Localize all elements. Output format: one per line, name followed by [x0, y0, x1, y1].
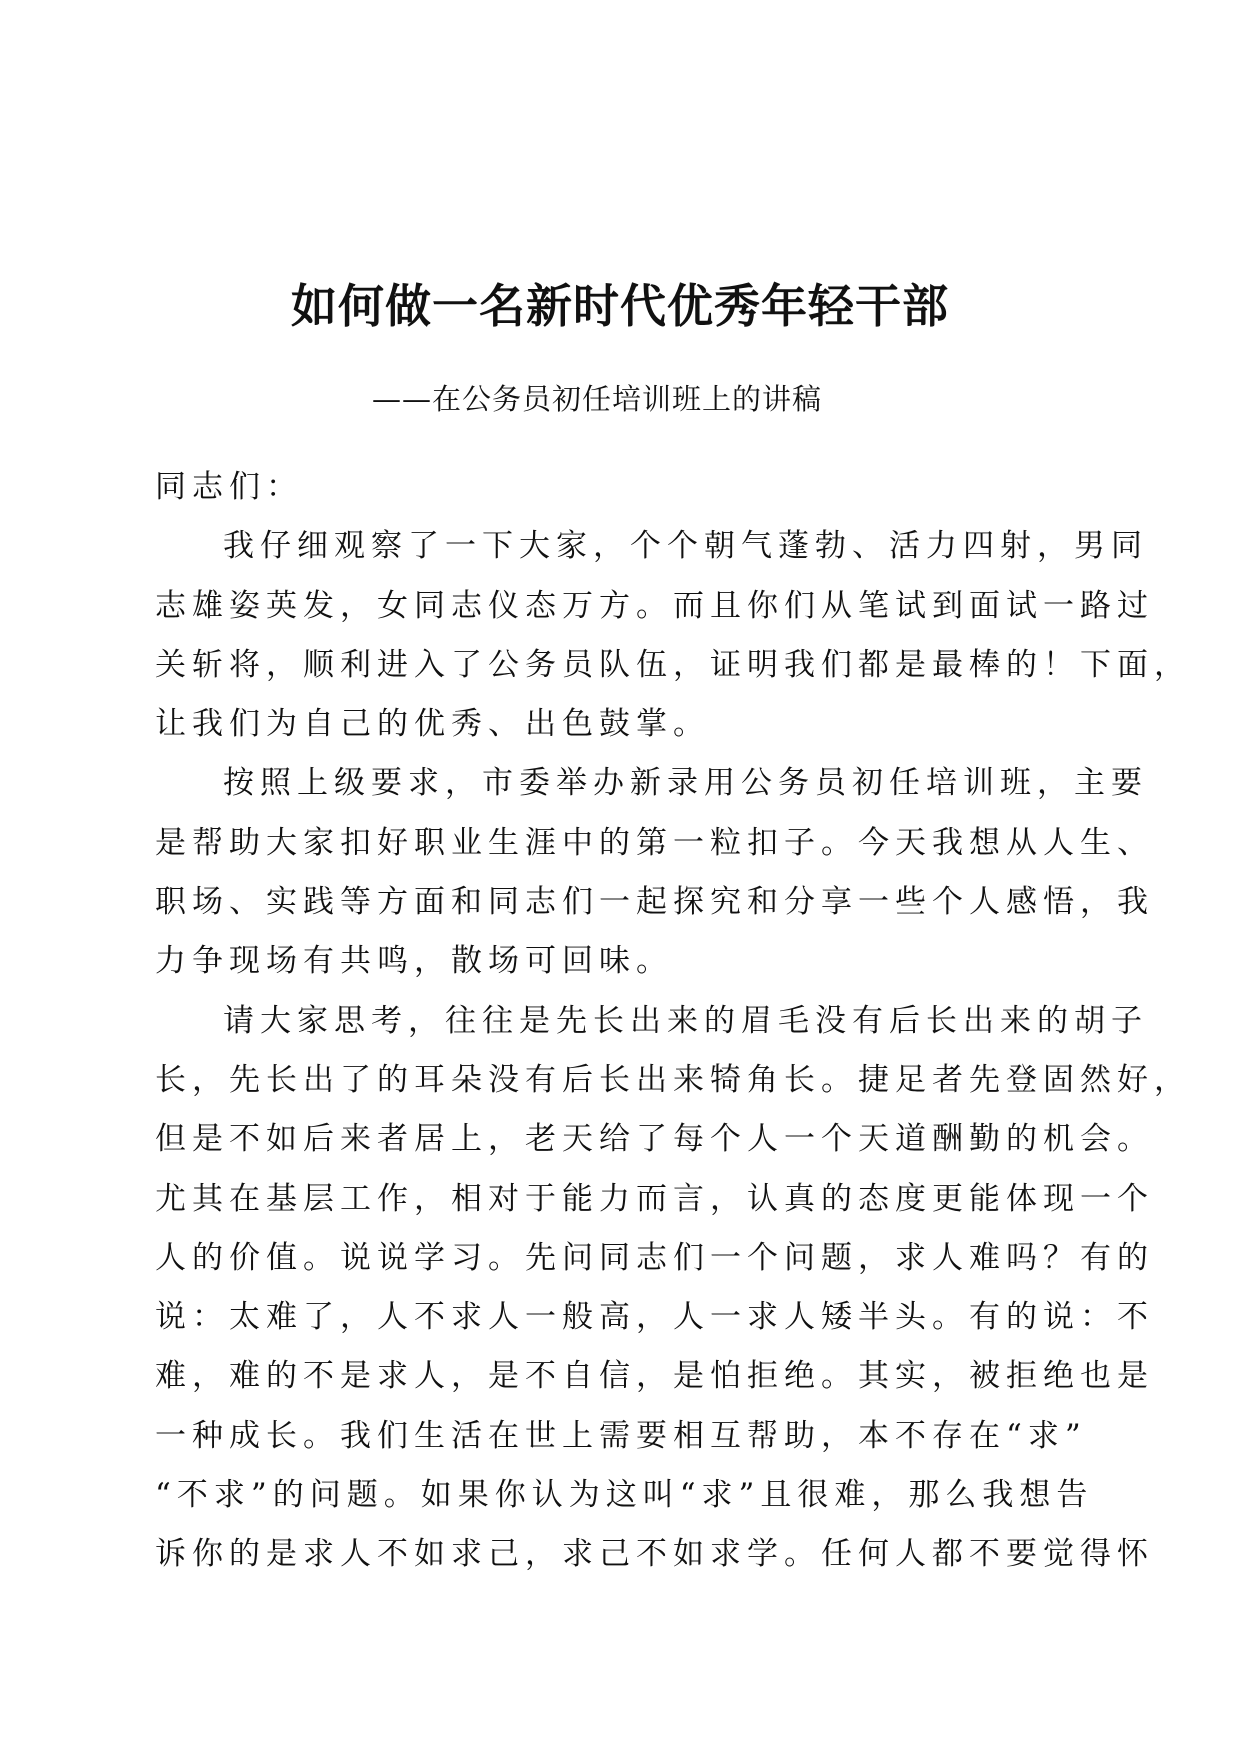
paragraph-line: 尤其在基层工作，相对于能力而言，认真的态度更能体现一个 — [155, 1180, 1154, 1217]
paragraph-line: 是帮助大家扣好职业生涯中的第一粒扣子。今天我想从人生、 — [155, 824, 1154, 861]
paragraph-2 — [155, 754, 1154, 991]
paragraph-line: 关斩将，顺利进入了公务员队伍，证明我们都是最棒的！下面， — [155, 646, 1191, 683]
paragraph-1 — [155, 517, 1191, 754]
document-subtitle: ——在公务员初任培训班上的讲稿 — [372, 382, 823, 416]
paragraph-line: 我仔细观察了一下大家，个个朝气蓬勃、活力四射，男同 — [223, 528, 1148, 565]
paragraph-line: 让我们为自己的优秀、出色鼓掌。 — [155, 706, 710, 743]
paragraph-line: 一种成长。我们生活在世上需要相互帮助，本不存在“求” — [155, 1417, 1087, 1454]
paragraph-line: 按照上级要求，市委举办新录用公务员初任培训班，主要 — [223, 765, 1148, 802]
paragraph-line: 职场、实践等方面和同志们一起探究和分享一些个人感悟，我 — [155, 884, 1154, 921]
paragraph-line: 难，难的不是求人，是不自信，是怕拒绝。其实，被拒绝也是 — [155, 1358, 1154, 1395]
paragraph-line: 力争现场有共鸣，散场可回味。 — [155, 943, 673, 980]
document-body — [155, 458, 1191, 1585]
paragraph-line: “不求”的问题。如果你认为这叫“求”且很难，那么我想告 — [155, 1477, 1094, 1514]
paragraph-line: 长，先长出了的耳朵没有后长出来犄角长。捷足者先登固然好， — [155, 1061, 1191, 1098]
salutation: 同志们： — [155, 469, 303, 505]
paragraph-3 — [155, 992, 1191, 1585]
paragraph-line: 志雄姿英发，女同志仪态万方。而且你们从笔试到面试一路过 — [155, 587, 1154, 624]
paragraph-line: 人的价值。说说学习。先问同志们一个问题，求人难吗？有的 — [155, 1239, 1154, 1276]
paragraph-line: 请大家思考，往往是先长出来的眉毛没有后长出来的胡子 — [223, 1002, 1148, 1039]
paragraph-line: 诉你的是求人不如求己，求己不如求学。任何人都不要觉得怀 — [155, 1536, 1154, 1573]
paragraph-line: 说：太难了，人不求人一般高，人一求人矮半头。有的说：不 — [155, 1299, 1154, 1336]
document-title: 如何做一名新时代优秀年轻干部 — [291, 279, 949, 333]
paragraph-line: 但是不如后来者居上，老天给了每个人一个天道酬勤的机会。 — [155, 1121, 1154, 1158]
